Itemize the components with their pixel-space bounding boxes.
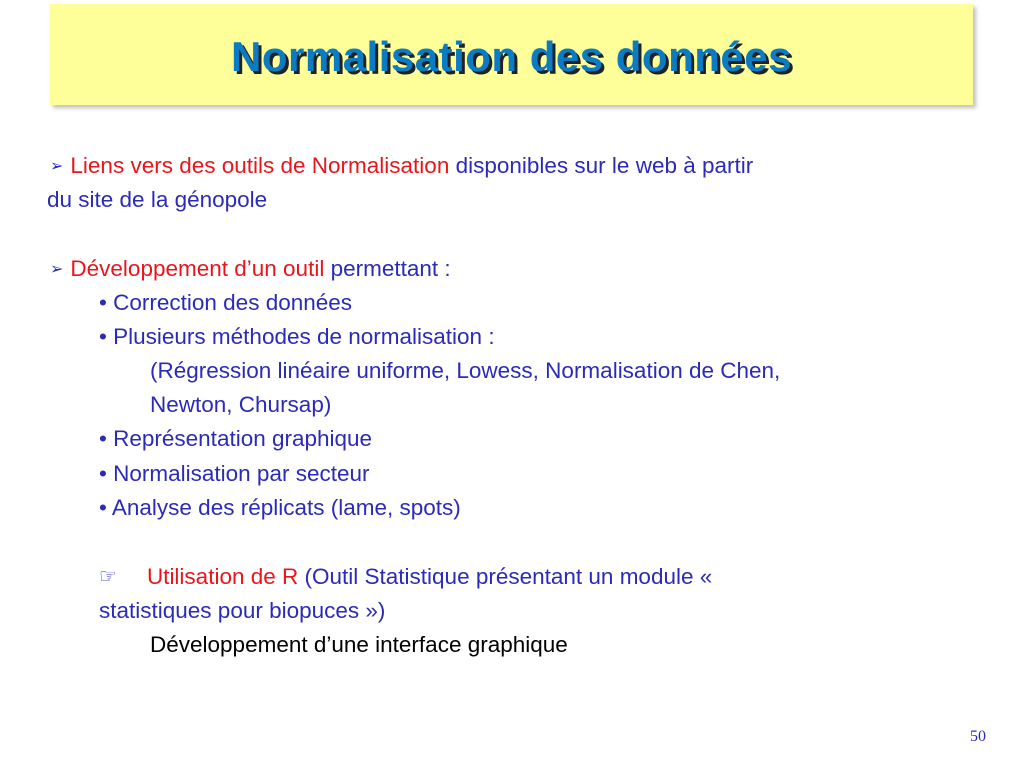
bullet-secteur: • Normalisation par secteur: [99, 461, 370, 486]
bullet-replicats: • Analyse des réplicats (lame, spots): [99, 495, 461, 520]
r-tool-line-3: Développement d’une interface graphique: [150, 632, 568, 657]
methods-line-2: Newton, Chursap): [150, 392, 332, 417]
r-tool-red-text: Utilisation de R: [146, 564, 299, 589]
liens-line-1: [50, 151, 753, 182]
arrow-bullet-icon: ➢: [50, 261, 64, 278]
r-tool-blue-text: (Outil Statistique présentant un module «: [298, 564, 713, 589]
liens-blue-text: disponibles sur le web à partir: [449, 153, 754, 178]
methods-line-1: (Régression linéaire uniforme, Lowess, Normalisation de Chen,: [150, 358, 781, 383]
liens-red-text: Liens vers des outils de Normalisation: [70, 153, 450, 178]
bullet-correction: • Correction des données: [99, 290, 353, 315]
title-box: [50, 4, 973, 105]
developpement-red-text: Développement d’un outil: [70, 256, 325, 281]
pointing-hand-icon: ☞: [99, 566, 117, 588]
r-tool-line-2: statistiques pour biopuces »): [99, 598, 386, 623]
bullet-methodes: • Plusieurs méthodes de normalisation :: [99, 324, 495, 349]
developpement-blue-text: permettant :: [324, 256, 451, 281]
developpement-line: [50, 254, 451, 285]
r-tool-line-1: [99, 562, 712, 592]
bullet-representation: • Représentation graphique: [99, 426, 373, 451]
arrow-bullet-icon: ➢: [50, 158, 64, 175]
slide-title: Normalisation des données: [231, 33, 792, 80]
page-number: 50: [970, 728, 986, 745]
liens-line-2: du site de la génopole: [47, 187, 268, 212]
